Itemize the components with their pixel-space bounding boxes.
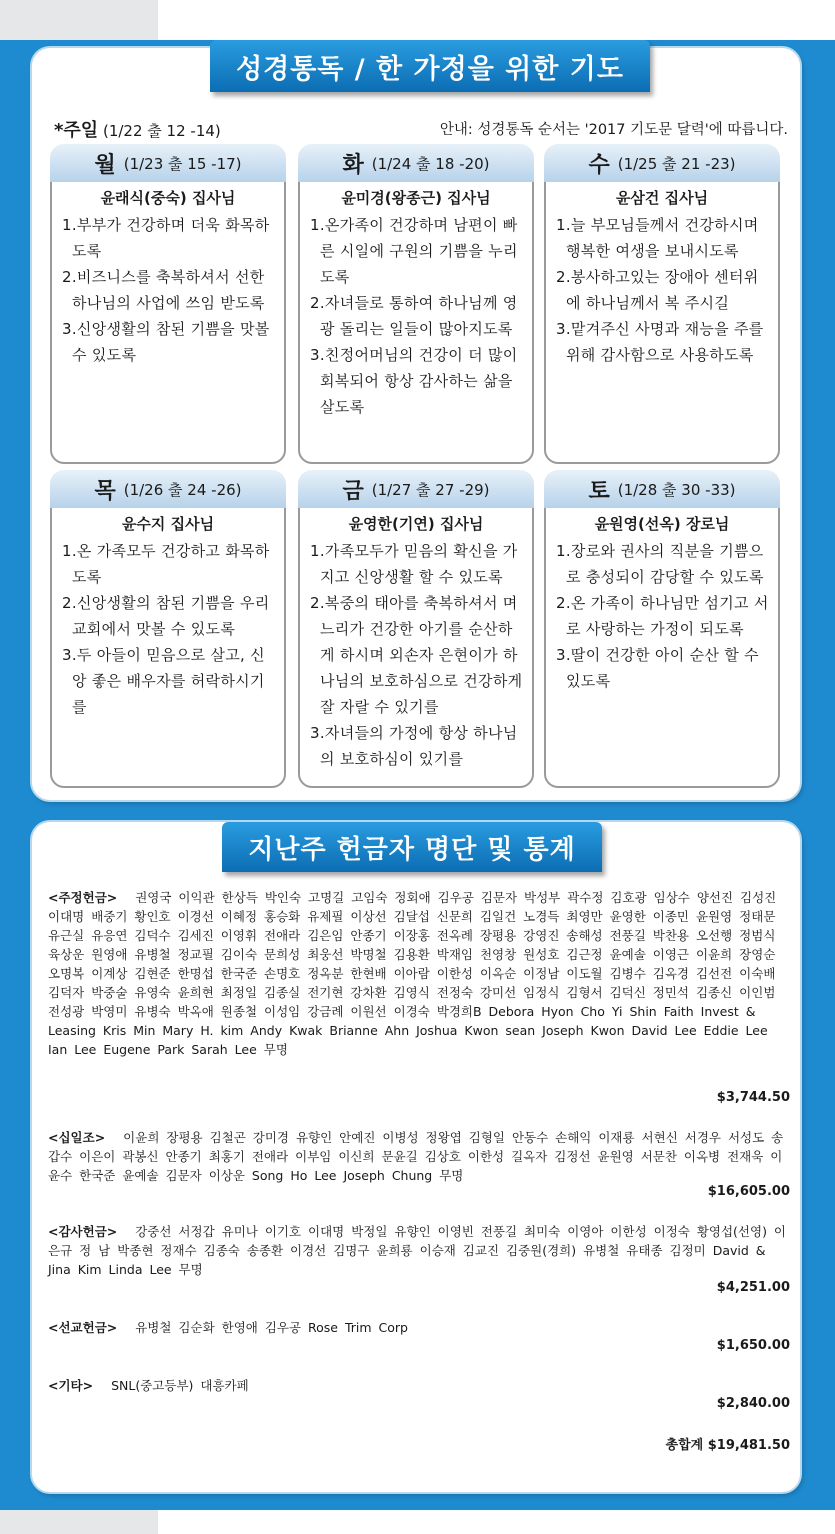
day-card-monday	[50, 152, 286, 464]
offering-amount: $2,840.00	[716, 1396, 790, 1411]
prayer-item: 2.비즈니스를 축복하셔서 선한 하나님의 사업에 쓰임 받도록	[62, 268, 265, 312]
prayer-item: 2.자녀들로 통하여 하나님께 영광 돌리는 일들이 많아지도록	[310, 294, 518, 338]
prayer-panel	[32, 48, 800, 800]
sunday-label: *주일	[54, 120, 99, 141]
day-card-tuesday	[298, 152, 534, 464]
prayer-item: 1.온 가족모두 건강하고 화목하도록	[62, 542, 270, 586]
offering-amount: $4,251.00	[716, 1280, 790, 1295]
offering-title: 지난주 헌금자 명단 및 통계	[222, 822, 602, 872]
day-range: (1/24 출 18 -20)	[371, 154, 490, 173]
prayer-item: 1.장로와 권사의 직분을 기쁨으로 충성되이 감당할 수 있도록	[556, 542, 764, 586]
day-card-friday	[298, 478, 534, 788]
day-header	[298, 144, 534, 182]
offering-panel	[32, 822, 800, 1492]
reading-notice: 안내: 성경통독 순서는 '2017 기도문 달력'에 따릅니다.	[439, 122, 788, 138]
day-range: (1/26 출 24 -26)	[123, 480, 242, 499]
day-label: 월	[94, 152, 116, 178]
offering-amount: $1,650.00	[716, 1338, 790, 1353]
offering-group-other	[48, 1376, 792, 1395]
prayer-item: 2.복중의 태아를 축복하셔서 며느리가 건강한 아기를 순산하게 하시며 외손자 은현이가 하나님의 보호하심으로 건강하게 잘 자랄 수 있기를	[310, 594, 523, 716]
day-header	[298, 470, 534, 508]
day-range: (1/23 출 15 -17)	[123, 154, 242, 173]
prayer-item: 3.딸이 건강한 아이 순산 할 수 있도록	[556, 646, 759, 690]
prayer-item: 3.친정어머님의 건강이 더 많이 회복되어 항상 감사하는 삶을 살도록	[310, 346, 518, 416]
day-person: 윤수지 집사님	[121, 515, 215, 533]
prayer-list	[546, 534, 778, 694]
prayer-item: 3.신앙생활의 참된 기쁨을 맛볼 수 있도록	[62, 320, 270, 364]
offering-category: <십일조>	[48, 1130, 106, 1145]
offering-names: 유병철 김순화 한영애 김우공 Rose Trim Corp	[135, 1320, 408, 1335]
offering-category: <선교헌금>	[48, 1320, 118, 1335]
day-card-thursday	[50, 478, 286, 788]
day-person: 윤삼건 집사님	[615, 189, 709, 207]
day-range: (1/27 출 27 -29)	[371, 480, 490, 499]
offering-names: 이윤희 장평용 김철곤 강미경 유향인 안예진 이병성 정왕엽 김형일 안동수 손해익 이재룡 서현신 서경우 서성도 송갑수 이은이 곽봉신 안종기 최홍기 전애라 이부임 이신희 문윤길 김상호 이한성 길옥자 김정선 윤원영 서문찬 이옥병 전재욱 이윤수 한국준 윤예솔 김문자 이상운 Song Ho Lee Joseph Chung 무명	[48, 1130, 784, 1183]
prayer-item: 2.신앙생활의 참된 기쁨을 우리교회에서 맛볼 수 있도록	[62, 594, 270, 638]
prayer-title: 성경통독 / 한 가정을 위한 기도	[210, 40, 650, 92]
day-label: 수	[588, 152, 610, 178]
prayer-item: 1.가족모두가 믿음의 확신을 가지고 신앙생활 할 수 있도록	[310, 542, 518, 586]
prayer-item: 1.늘 부모님들께서 건강하시며 행복한 여생을 보내시도록	[556, 216, 759, 260]
prayer-item: 3.맡겨주신 사명과 재능을 주를 위해 감사함으로 사용하도록	[556, 320, 764, 364]
offering-names: SNL(중고등부) 대흥카페	[111, 1378, 249, 1393]
day-card-saturday	[544, 478, 780, 788]
prayer-item: 1.온가족이 건강하며 남편이 빠른 시일에 구원의 기쁨을 누리도록	[310, 216, 518, 286]
prayer-list	[52, 534, 284, 720]
day-card-wednesday	[544, 152, 780, 464]
day-person: 윤래식(중숙) 집사님	[100, 189, 236, 207]
sunday-reading	[54, 116, 221, 142]
offering-category: <기타>	[48, 1378, 94, 1393]
prayer-item: 3.두 아들이 믿음으로 살고, 신앙 좋은 배우자를 허락하시기를	[62, 646, 265, 716]
offering-category: <주정헌금>	[48, 890, 118, 905]
offering-amount: $16,605.00	[707, 1184, 790, 1199]
prayer-list	[52, 208, 284, 368]
offering-group-thanks	[48, 1222, 792, 1279]
prayer-item: 1.부부가 건강하며 더욱 화목하도록	[62, 216, 270, 260]
day-header	[544, 144, 780, 182]
day-label: 목	[94, 478, 116, 504]
prayer-list	[546, 208, 778, 368]
offering-amount: $3,744.50	[716, 1090, 790, 1105]
day-person: 윤영한(기연) 집사님	[348, 515, 484, 533]
day-header	[544, 470, 780, 508]
day-label: 토	[588, 478, 610, 504]
day-header	[50, 470, 286, 508]
prayer-item: 3.자녀들의 가정에 항상 하나님의 보호하심이 있기를	[310, 724, 518, 768]
day-person: 윤미경(왕종근) 집사님	[341, 189, 491, 207]
prayer-item: 2.온 가족이 하나님만 섬기고 서로 사랑하는 가정이 되도록	[556, 594, 769, 638]
prayer-list	[300, 208, 532, 420]
day-range: (1/25 출 21 -23)	[617, 154, 736, 173]
offering-group-mission	[48, 1318, 792, 1337]
prayer-item: 2.봉사하고있는 장애아 센터위에 하나님께서 복 주시길	[556, 268, 759, 312]
day-range: (1/28 출 30 -33)	[617, 480, 736, 499]
offering-total: 총합계 $19,481.50	[665, 1438, 790, 1453]
day-header	[50, 144, 286, 182]
offering-category: <감사헌금>	[48, 1224, 118, 1239]
offering-group-sunday	[48, 888, 792, 1059]
offering-names: 강중선 서정갑 유미나 이기호 이대명 박정일 유향인 이영빈 전풍길 최미숙 이영아 이한성 이정숙 황영섭(선영) 이은규 정 남 박종현 정재수 김종숙 송종환 이경선 김명구 윤희룡 이승재 김교진 김중원(경희) 유병철 유태종 김정미 David & Jina Kim Linda Lee 무명	[48, 1224, 786, 1277]
offering-group-tithe	[48, 1128, 792, 1185]
day-label: 화	[342, 152, 364, 178]
day-label: 금	[342, 478, 364, 504]
day-person: 윤원영(선옥) 장로님	[594, 515, 730, 533]
prayer-list	[300, 534, 532, 772]
offering-names: 권영국 이익관 한상득 박인숙 고명길 고임숙 정회애 김우공 김문자 박성부 곽수정 김호광 임상수 양선진 김성진 이대명 배중기 황인호 이경선 이혜정 홍승화 유제필 이상선 김달섭 신문희 김일건 노경득 최영만 윤영한 이종민 윤원영 정태문 유근실 유응연 김덕수 김세진 이영휘 전애라 김은임 안종기 이장홍 전옥례 장평용 강영진 송해성 전풍길 박찬용 오선행 정범식 육상운 원영애 유병철 정교필 김이숙 문희성 최웅선 박명철 김용환 박재임 천영창 원성호 김근정 윤예솔 이영근 이윤희 장영순 오명복 이계상 김현준 한명섭 한국준 손명호 정옥분 한현배 이아람 이한성 이옥순 이정남 이도월 김병수 김옥경 김선전 이숙배 김덕자 박중술 유영숙 윤희현 최정일 김종실 전기현 강차환 김영식 전정숙 강미선 임정식 김형서 김덕신 정민석 김종신 이인범 전성광 박영미 유병숙 박옥애 원종철 이성임 강금례 이원선 이경숙 박경희B Debora Hyon Cho Yi Shin Faith Invest & Leasing Kris Min Mary H. kim Andy Kwak Brianne Ahn Joshua Kwon sean Joseph Kwon David Lee Eddie Lee Ian Lee Eugene Park Sarah Lee 무명	[48, 890, 777, 1057]
sunday-range: (1/22 출 12 -14)	[102, 122, 221, 140]
